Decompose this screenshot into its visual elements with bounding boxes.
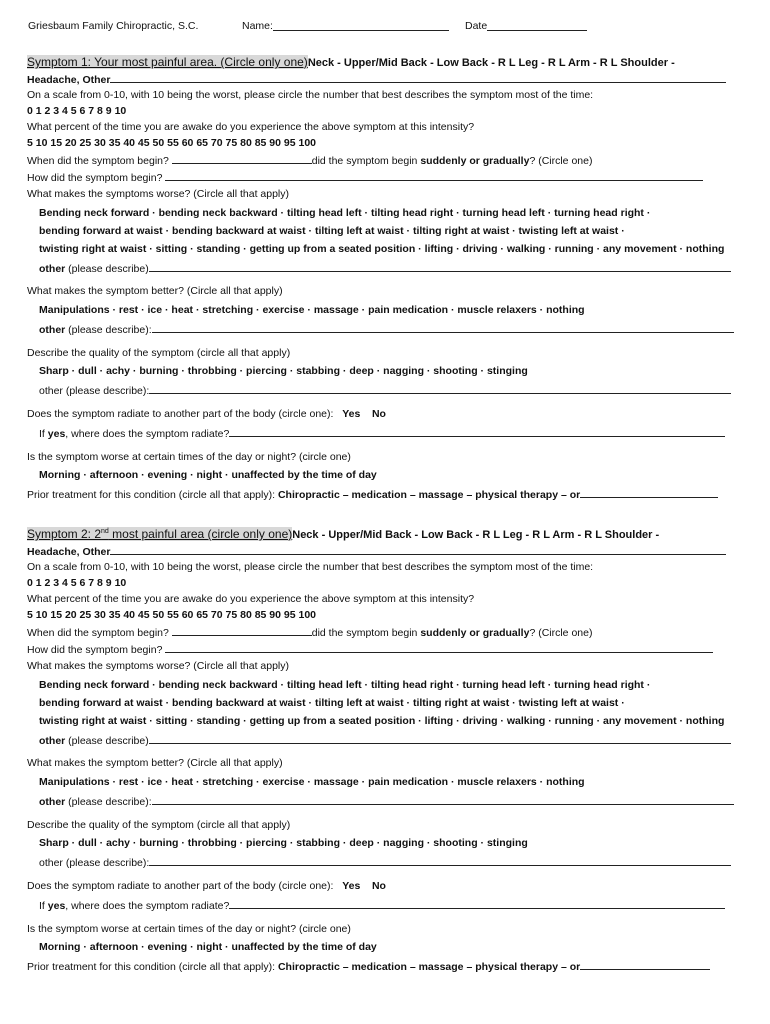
quality-options[interactable]: Sharp · dull · achy · burning · throbbing · piercing · stabbing · deep · nagging · shooting · stinging [39,837,528,849]
begin-line [27,625,592,639]
worse-options-3[interactable]: twisting right at waist · sitting · standing · getting up from a seated position · lifting · driving · walking · running · any movement · nothing [39,715,725,727]
other-describe-label: (please describe) [65,735,149,747]
quality-question: Describe the quality of the symptom (circle all that apply) [27,819,291,831]
how-line [27,170,703,184]
prior-options[interactable]: Chiropractic – medication – massage – physical therapy – or [277,489,581,501]
better-options[interactable]: Manipulations · rest · ice · heat · stretching · exercise · massage · pain medication · muscle relaxers · nothing [39,304,585,316]
radiate-if: If [39,900,45,912]
begin-question-3: ? (Circle one) [529,155,593,167]
radiate-no[interactable]: No [371,408,386,420]
percent-options[interactable]: 5 10 15 20 25 30 35 40 45 50 55 60 65 70 75 80 85 90 95 100 [27,609,317,621]
better-question: What makes the symptom better? (Circle all that apply) [27,757,283,769]
area-options[interactable]: Neck - Upper/Mid Back - Low Back - R L Leg - R L Arm - R L Shoulder - [292,529,660,541]
begin-blank[interactable] [172,625,312,636]
other-label: other [39,796,66,808]
worse-options-1[interactable]: Bending neck forward · bending neck backward · tilting head left · tilting head right · turning head left · turning head right · [39,207,651,219]
other-describe-label: (please describe): [65,796,152,808]
begin-question: When did the symptom begin? [27,155,169,167]
other-label: other [39,735,66,747]
quality-question: Describe the quality of the symptom (circle all that apply) [27,347,291,359]
clinic-name: Griesbaum Family Chiropractic, S.C. [28,20,199,32]
quality-other-line[interactable] [39,383,731,397]
percent-options[interactable]: 5 10 15 20 25 30 35 40 45 50 55 60 65 70 75 80 85 90 95 100 [27,137,317,149]
begin-question-2: did the symptom begin [311,155,418,167]
headache-other-line[interactable] [27,544,726,558]
better-question: What makes the symptom better? (Circle all that apply) [27,285,283,297]
radiate-line [27,408,386,420]
other-label: other [39,324,66,336]
scale-options[interactable]: 0 1 2 3 4 5 6 7 8 9 10 [27,577,127,589]
headache-other-line[interactable] [27,72,726,86]
quality-other-label: other (please describe): [39,857,150,869]
begin-options[interactable]: suddenly or gradually [420,627,530,639]
time-question: Is the symptom worse at certain times of the day or night? (circle one) [27,923,351,935]
how-blank[interactable] [165,170,703,181]
quality-options[interactable]: Sharp · dull · achy · burning · throbbing · piercing · stabbing · deep · nagging · shooting · stinging [39,365,528,377]
prior-options[interactable]: Chiropractic – medication – massage – physical therapy – or [277,961,581,973]
time-options[interactable]: Morning · afternoon · evening · night · unaffected by the time of day [39,941,377,953]
worse-options-1[interactable]: Bending neck forward · bending neck backward · tilting head left · tilting head right · turning head left · turning head right · [39,679,651,691]
worse-other-line[interactable] [39,261,731,275]
quality-other-label: other (please describe): [39,385,150,397]
worse-options-2[interactable]: bending forward at waist · bending backward at waist · tilting left at waist · tilting right at waist · twisting left at waist · [39,697,625,709]
how-line [27,642,713,656]
radiate-question: Does the symptom radiate to another part of the body (circle one): [27,408,334,420]
symptom-2-title-line [27,527,659,541]
worse-options-3[interactable]: twisting right at waist · sitting · standing · getting up from a seated position · lifting · driving · walking · running · any movement · nothing [39,243,725,255]
headache-other-label: Headache, Other [27,74,111,86]
prior-blank[interactable] [580,959,710,970]
symptom-1-title-line [27,55,675,69]
radiate-yes[interactable]: Yes [342,880,361,892]
worse-question: What makes the symptoms worse? (Circle all that apply) [27,188,290,200]
radiate-where-line[interactable] [39,426,725,440]
begin-question-3: ? (Circle one) [529,627,593,639]
prior-blank[interactable] [580,487,718,498]
better-other-line[interactable] [39,794,734,808]
radiate-where: , where does the symptom radiate? [65,428,230,440]
quality-other-line[interactable] [39,855,731,869]
other-label: other [39,263,66,275]
prior-line [27,487,718,501]
radiate-question: Does the symptom radiate to another part of the body (circle one): [27,880,334,892]
date-field[interactable] [465,20,487,32]
name-label: Name: [242,20,273,32]
radiate-yes[interactable]: Yes [342,408,361,420]
radiate-if: If [39,428,45,440]
begin-options[interactable]: suddenly or gradually [420,155,530,167]
radiate-line [27,880,386,892]
worse-other-line[interactable] [39,733,731,747]
worse-question: What makes the symptoms worse? (Circle all that apply) [27,660,290,672]
scale-question: On a scale from 0-10, with 10 being the worst, please circle the number that best describes the symptom most of the time: [27,89,594,101]
radiate-if-yes: yes [47,428,66,440]
begin-blank[interactable] [172,153,312,164]
begin-line [27,153,592,167]
date-label: Date [465,20,488,32]
scale-options[interactable]: 0 1 2 3 4 5 6 7 8 9 10 [27,105,127,117]
prior-question: Prior treatment for this condition (circle all that apply): [27,489,276,501]
symptom-1-title: Symptom 1: Your most painful area. (Circle only one) [27,55,308,69]
how-question: How did the symptom begin? [27,172,163,184]
time-options[interactable]: Morning · afternoon · evening · night · unaffected by the time of day [39,469,377,481]
headache-other-label: Headache, Other [27,546,111,558]
other-describe-label: (please describe): [65,324,152,336]
begin-question: When did the symptom begin? [27,627,169,639]
radiate-if-yes: yes [47,900,66,912]
time-question: Is the symptom worse at certain times of the day or night? (circle one) [27,451,351,463]
name-field[interactable] [242,20,273,32]
symptom-2-title: Symptom 2: 2nd most painful area (circle only one) [27,527,293,541]
how-blank[interactable] [165,642,713,653]
area-options[interactable]: Neck - Upper/Mid Back - Low Back - R L Leg - R L Arm - R L Shoulder - [307,57,675,69]
begin-question-2: did the symptom begin [311,627,418,639]
percent-question: What percent of the time you are awake do you experience the above symptom at this intensity? [27,121,475,133]
other-describe-label: (please describe) [65,263,149,275]
worse-options-2[interactable]: bending forward at waist · bending backward at waist · tilting left at waist · tilting right at waist · twisting left at waist · [39,225,625,237]
percent-question: What percent of the time you are awake do you experience the above symptom at this intensity? [27,593,475,605]
better-options[interactable]: Manipulations · rest · ice · heat · stretching · exercise · massage · pain medication · muscle relaxers · nothing [39,776,585,788]
how-question: How did the symptom begin? [27,644,163,656]
scale-question: On a scale from 0-10, with 10 being the worst, please circle the number that best describes the symptom most of the time: [27,561,594,573]
better-other-line[interactable] [39,322,734,336]
radiate-where-line[interactable] [39,898,725,912]
prior-line [27,959,710,973]
radiate-where: , where does the symptom radiate? [65,900,230,912]
prior-question: Prior treatment for this condition (circle all that apply): [27,961,276,973]
radiate-no[interactable]: No [371,880,386,892]
